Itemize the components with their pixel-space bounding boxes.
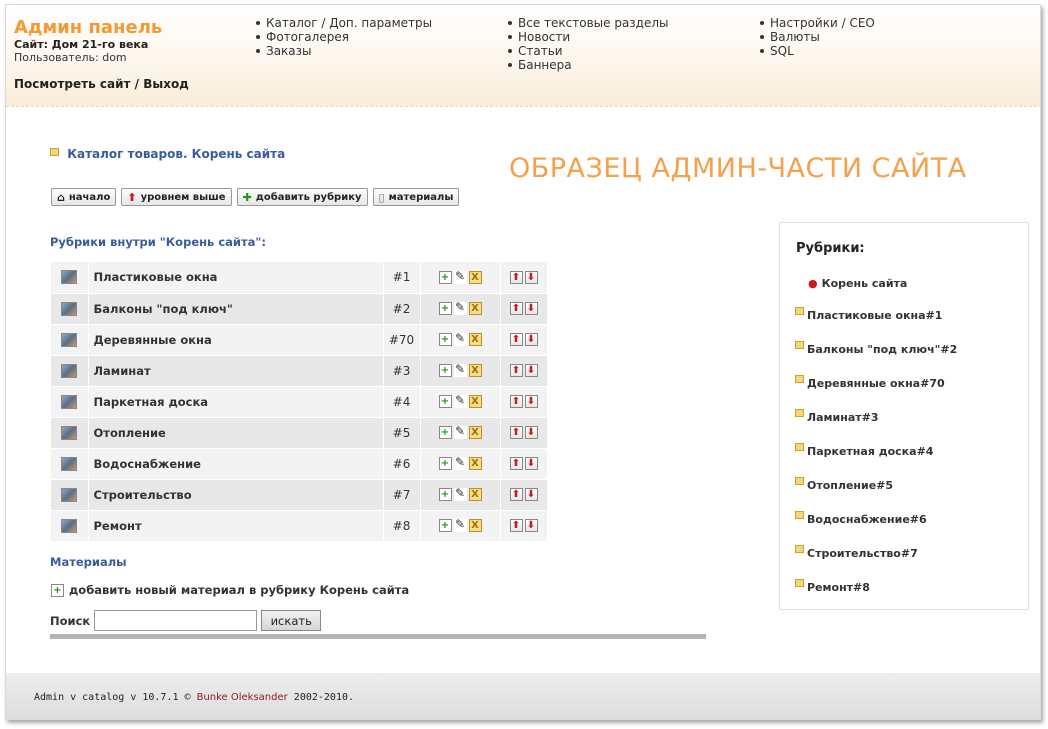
delete-icon[interactable]: X <box>469 457 482 470</box>
move-up-icon[interactable]: ⬆ <box>510 426 523 439</box>
move-up-icon[interactable]: ⬆ <box>510 364 523 377</box>
folder-icon <box>795 409 804 417</box>
search-form <box>50 610 321 631</box>
nav-column-3 <box>760 16 875 58</box>
sidebar-item-label: Ремонт#8 <box>807 581 870 594</box>
sidebar-item-label: Ламинат#3 <box>807 411 879 424</box>
sidebar-item[interactable] <box>795 411 957 445</box>
add-icon[interactable]: + <box>439 519 452 532</box>
move-cell <box>500 510 547 541</box>
actions-cell <box>420 324 500 355</box>
thumbnail-cell <box>51 293 88 324</box>
footer-text <box>34 692 354 703</box>
edit-icon[interactable]: ✎ <box>454 486 466 501</box>
admin-title: Админ панель <box>14 17 163 38</box>
nav-column-2 <box>508 16 669 72</box>
edit-icon[interactable]: ✎ <box>454 517 466 532</box>
view-site-link[interactable]: Посмотреть сайт <box>14 77 131 91</box>
sidebar-item-label: Отопление#5 <box>807 479 894 492</box>
sidebar-item-label: Балконы "под ключ"#2 <box>807 343 958 356</box>
nav-banners[interactable]: Баннера <box>508 58 669 72</box>
search-input[interactable] <box>94 610 257 631</box>
sidebar-item-label: Пластиковые окна#1 <box>807 309 943 322</box>
edit-icon[interactable]: ✎ <box>454 393 466 408</box>
sidebar-list <box>795 309 957 615</box>
delete-icon[interactable]: X <box>469 519 482 532</box>
move-up-icon[interactable]: ⬆ <box>510 519 523 532</box>
category-number: #7 <box>383 479 420 510</box>
move-cell <box>500 479 547 510</box>
table-row <box>51 448 547 479</box>
thumbnail-cell <box>51 448 88 479</box>
sidebar-categories <box>779 222 1029 610</box>
thumbnail-image <box>61 270 77 284</box>
add-icon[interactable]: + <box>439 426 452 439</box>
table-row <box>51 417 547 448</box>
footer-prefix: Admin v catalog v 10.7.1 © <box>34 692 191 703</box>
breadcrumb-text[interactable]: Каталог товаров. Корень сайта <box>67 147 286 161</box>
thumbnail-cell <box>51 262 88 293</box>
category-name[interactable]: Ламинат <box>88 355 383 386</box>
add-material-label: добавить новый материал в рубрику Корень сайта <box>69 583 410 597</box>
sidebar-item[interactable] <box>795 479 957 513</box>
nav-orders[interactable]: Заказы <box>256 44 432 58</box>
folder-icon <box>795 375 804 383</box>
category-name[interactable]: Пластиковые окна <box>88 262 383 293</box>
actions-cell <box>420 386 500 417</box>
nav-text-sections[interactable]: Все текстовые разделы <box>508 16 669 30</box>
nav-news[interactable]: Новости <box>508 30 669 44</box>
thumbnail-image <box>61 395 77 409</box>
add-icon[interactable]: + <box>439 271 452 284</box>
nav-column-1 <box>256 16 432 58</box>
move-down-icon[interactable]: ⬇ <box>525 302 538 315</box>
actions-cell <box>420 355 500 386</box>
search-label: Поиск <box>50 613 91 628</box>
thumbnail-cell <box>51 510 88 541</box>
thumbnail-cell <box>51 479 88 510</box>
bullet-icon: ● <box>808 277 818 290</box>
site-label: Сайт: Дом 21-го века <box>14 38 149 51</box>
edit-icon[interactable]: ✎ <box>454 300 466 315</box>
toolbar <box>51 188 459 206</box>
search-button[interactable]: искать <box>261 610 321 631</box>
nav-articles[interactable]: Статьи <box>508 44 669 58</box>
category-name[interactable]: Водоснабжение <box>88 448 383 479</box>
sidebar-item[interactable] <box>795 547 957 581</box>
move-up-icon[interactable]: ⬆ <box>510 302 523 315</box>
table-row <box>51 324 547 355</box>
nav-photogallery[interactable]: Фотогалерея <box>256 30 432 44</box>
move-down-icon[interactable]: ⬇ <box>525 395 538 408</box>
sidebar-item[interactable] <box>795 581 957 615</box>
footer-author-link[interactable]: Bunke Oleksander <box>196 692 288 703</box>
folder-icon <box>50 148 59 156</box>
category-name[interactable]: Паркетная доска <box>88 386 383 417</box>
link-separator: / <box>134 77 140 91</box>
thumbnail-cell <box>51 417 88 448</box>
table-row <box>51 355 547 386</box>
move-cell <box>500 324 547 355</box>
move-down-icon[interactable]: ⬇ <box>525 364 538 377</box>
category-number: #5 <box>383 417 420 448</box>
arrow-up-icon: ⬆ <box>127 190 137 204</box>
edit-icon[interactable]: ✎ <box>454 269 466 283</box>
table-row <box>51 262 547 293</box>
breadcrumb <box>50 147 285 161</box>
move-down-icon[interactable]: ⬇ <box>525 426 538 439</box>
category-number: #1 <box>383 262 420 293</box>
header-links <box>14 77 189 91</box>
move-up-icon[interactable]: ⬆ <box>510 488 523 501</box>
add-icon[interactable]: + <box>439 364 452 377</box>
divider-bar <box>50 634 706 639</box>
folder-icon <box>795 341 804 349</box>
table-row <box>51 293 547 324</box>
thumbnail-cell <box>51 386 88 417</box>
add-icon[interactable]: + <box>439 302 452 315</box>
move-cell <box>500 262 547 293</box>
add-category-button[interactable] <box>237 188 368 206</box>
level-up-button[interactable] <box>121 188 231 206</box>
delete-icon[interactable]: X <box>469 271 482 284</box>
thumbnail-image <box>61 426 77 440</box>
footer-years: 2002-2010. <box>293 692 355 703</box>
move-down-icon[interactable]: ⬇ <box>525 333 538 346</box>
watermark-text: ОБРАЗЕЦ АДМИН-ЧАСТИ САЙТА <box>509 153 967 184</box>
move-up-icon[interactable]: ⬆ <box>510 333 523 346</box>
move-down-icon[interactable]: ⬇ <box>525 488 538 501</box>
folder-icon <box>795 307 804 315</box>
thumbnail-image <box>61 364 77 378</box>
thumbnail-cell <box>51 324 88 355</box>
thumbnail-image <box>61 519 77 533</box>
table-row <box>51 479 547 510</box>
edit-icon[interactable]: ✎ <box>454 362 466 377</box>
materials-title: Материалы <box>50 555 127 569</box>
actions-cell <box>420 293 500 324</box>
logout-link[interactable]: Выход <box>143 77 189 91</box>
plus-icon: ✚ <box>242 190 252 204</box>
thumbnail-cell <box>51 355 88 386</box>
folder-icon <box>795 511 804 519</box>
move-cell <box>500 417 547 448</box>
category-number: #3 <box>383 355 420 386</box>
category-name[interactable]: Отопление <box>88 417 383 448</box>
sidebar-title: Рубрики: <box>796 241 865 256</box>
edit-icon[interactable]: ✎ <box>454 455 466 470</box>
move-cell <box>500 386 547 417</box>
sidebar-item[interactable] <box>795 343 957 377</box>
level-up-button-label: уровнем выше <box>140 191 226 203</box>
materials-button[interactable] <box>373 188 460 206</box>
move-cell <box>500 293 547 324</box>
thumbnail-image <box>61 488 77 502</box>
delete-icon[interactable]: X <box>469 395 482 408</box>
category-number: #70 <box>383 324 420 355</box>
actions-cell <box>420 417 500 448</box>
home-button[interactable] <box>51 188 116 206</box>
sidebar-item-label: Паркетная доска#4 <box>807 445 934 458</box>
move-up-icon[interactable]: ⬆ <box>510 457 523 470</box>
move-down-icon[interactable]: ⬇ <box>525 519 538 532</box>
category-number: #6 <box>383 448 420 479</box>
category-name[interactable]: Ремонт <box>88 510 383 541</box>
category-name[interactable]: Балконы "под ключ" <box>88 293 383 324</box>
actions-cell <box>420 479 500 510</box>
sidebar-item[interactable] <box>795 377 957 411</box>
folder-icon <box>795 443 804 451</box>
categories-table <box>51 262 548 542</box>
edit-icon[interactable]: ✎ <box>454 331 466 346</box>
sidebar-item-label: Деревянные окна#70 <box>807 377 945 390</box>
category-name[interactable]: Деревянные окна <box>88 324 383 355</box>
sidebar-item-label: Строительство#7 <box>807 547 918 560</box>
delete-icon[interactable]: X <box>469 364 482 377</box>
document-icon: ▯ <box>378 190 385 204</box>
thumbnail-image <box>61 302 77 316</box>
nav-sql[interactable]: SQL <box>760 44 875 58</box>
nav-catalog[interactable]: Каталог / Доп. параметры <box>256 16 432 30</box>
delete-icon[interactable]: X <box>469 426 482 439</box>
move-down-icon[interactable]: ⬇ <box>525 271 538 284</box>
category-number: #2 <box>383 293 420 324</box>
move-up-icon[interactable]: ⬆ <box>510 271 523 284</box>
move-up-icon[interactable]: ⬆ <box>510 395 523 408</box>
category-name[interactable]: Строительство <box>88 479 383 510</box>
sidebar-item-label: Водоснабжение#6 <box>807 513 927 526</box>
folder-icon <box>795 477 804 485</box>
add-icon[interactable]: + <box>439 457 452 470</box>
sidebar-root-label: Корень сайта <box>821 277 908 290</box>
move-cell <box>500 448 547 479</box>
sidebar-item[interactable] <box>795 513 957 547</box>
actions-cell <box>420 262 500 293</box>
footer <box>6 673 1041 720</box>
actions-cell <box>420 448 500 479</box>
sidebar-root[interactable] <box>808 277 907 290</box>
materials-button-label: материалы <box>388 191 454 203</box>
category-number: #4 <box>383 386 420 417</box>
delete-icon[interactable]: X <box>469 488 482 501</box>
admin-window <box>5 4 1041 720</box>
thumbnail-image <box>61 333 77 347</box>
edit-icon[interactable]: ✎ <box>454 424 466 439</box>
delete-icon[interactable]: X <box>469 333 482 346</box>
category-number: #8 <box>383 510 420 541</box>
sidebar-item[interactable] <box>795 445 957 479</box>
sidebar-item[interactable] <box>795 309 957 343</box>
nav-settings[interactable]: Настройки / CEO <box>760 16 875 30</box>
add-category-button-label: добавить рубрику <box>255 191 362 203</box>
header <box>6 5 1041 107</box>
nav-currencies[interactable]: Валюты <box>760 30 875 44</box>
thumbnail-image <box>61 457 77 471</box>
add-icon: + <box>51 584 64 597</box>
table-row <box>51 386 547 417</box>
move-down-icon[interactable]: ⬇ <box>525 457 538 470</box>
folder-icon <box>795 545 804 553</box>
table-row <box>51 510 547 541</box>
add-material-link[interactable] <box>50 583 409 597</box>
home-icon: ⌂ <box>57 190 65 204</box>
add-icon[interactable]: + <box>439 333 452 346</box>
folder-icon <box>795 579 804 587</box>
actions-cell <box>420 510 500 541</box>
categories-title: Рубрики внутри "Корень сайта": <box>50 235 266 249</box>
move-cell <box>500 355 547 386</box>
user-label: Пользователь: dom <box>14 51 127 64</box>
delete-icon[interactable]: X <box>469 302 482 315</box>
add-icon[interactable]: + <box>439 395 452 408</box>
home-button-label: начало <box>68 191 111 203</box>
add-icon[interactable]: + <box>439 488 452 501</box>
